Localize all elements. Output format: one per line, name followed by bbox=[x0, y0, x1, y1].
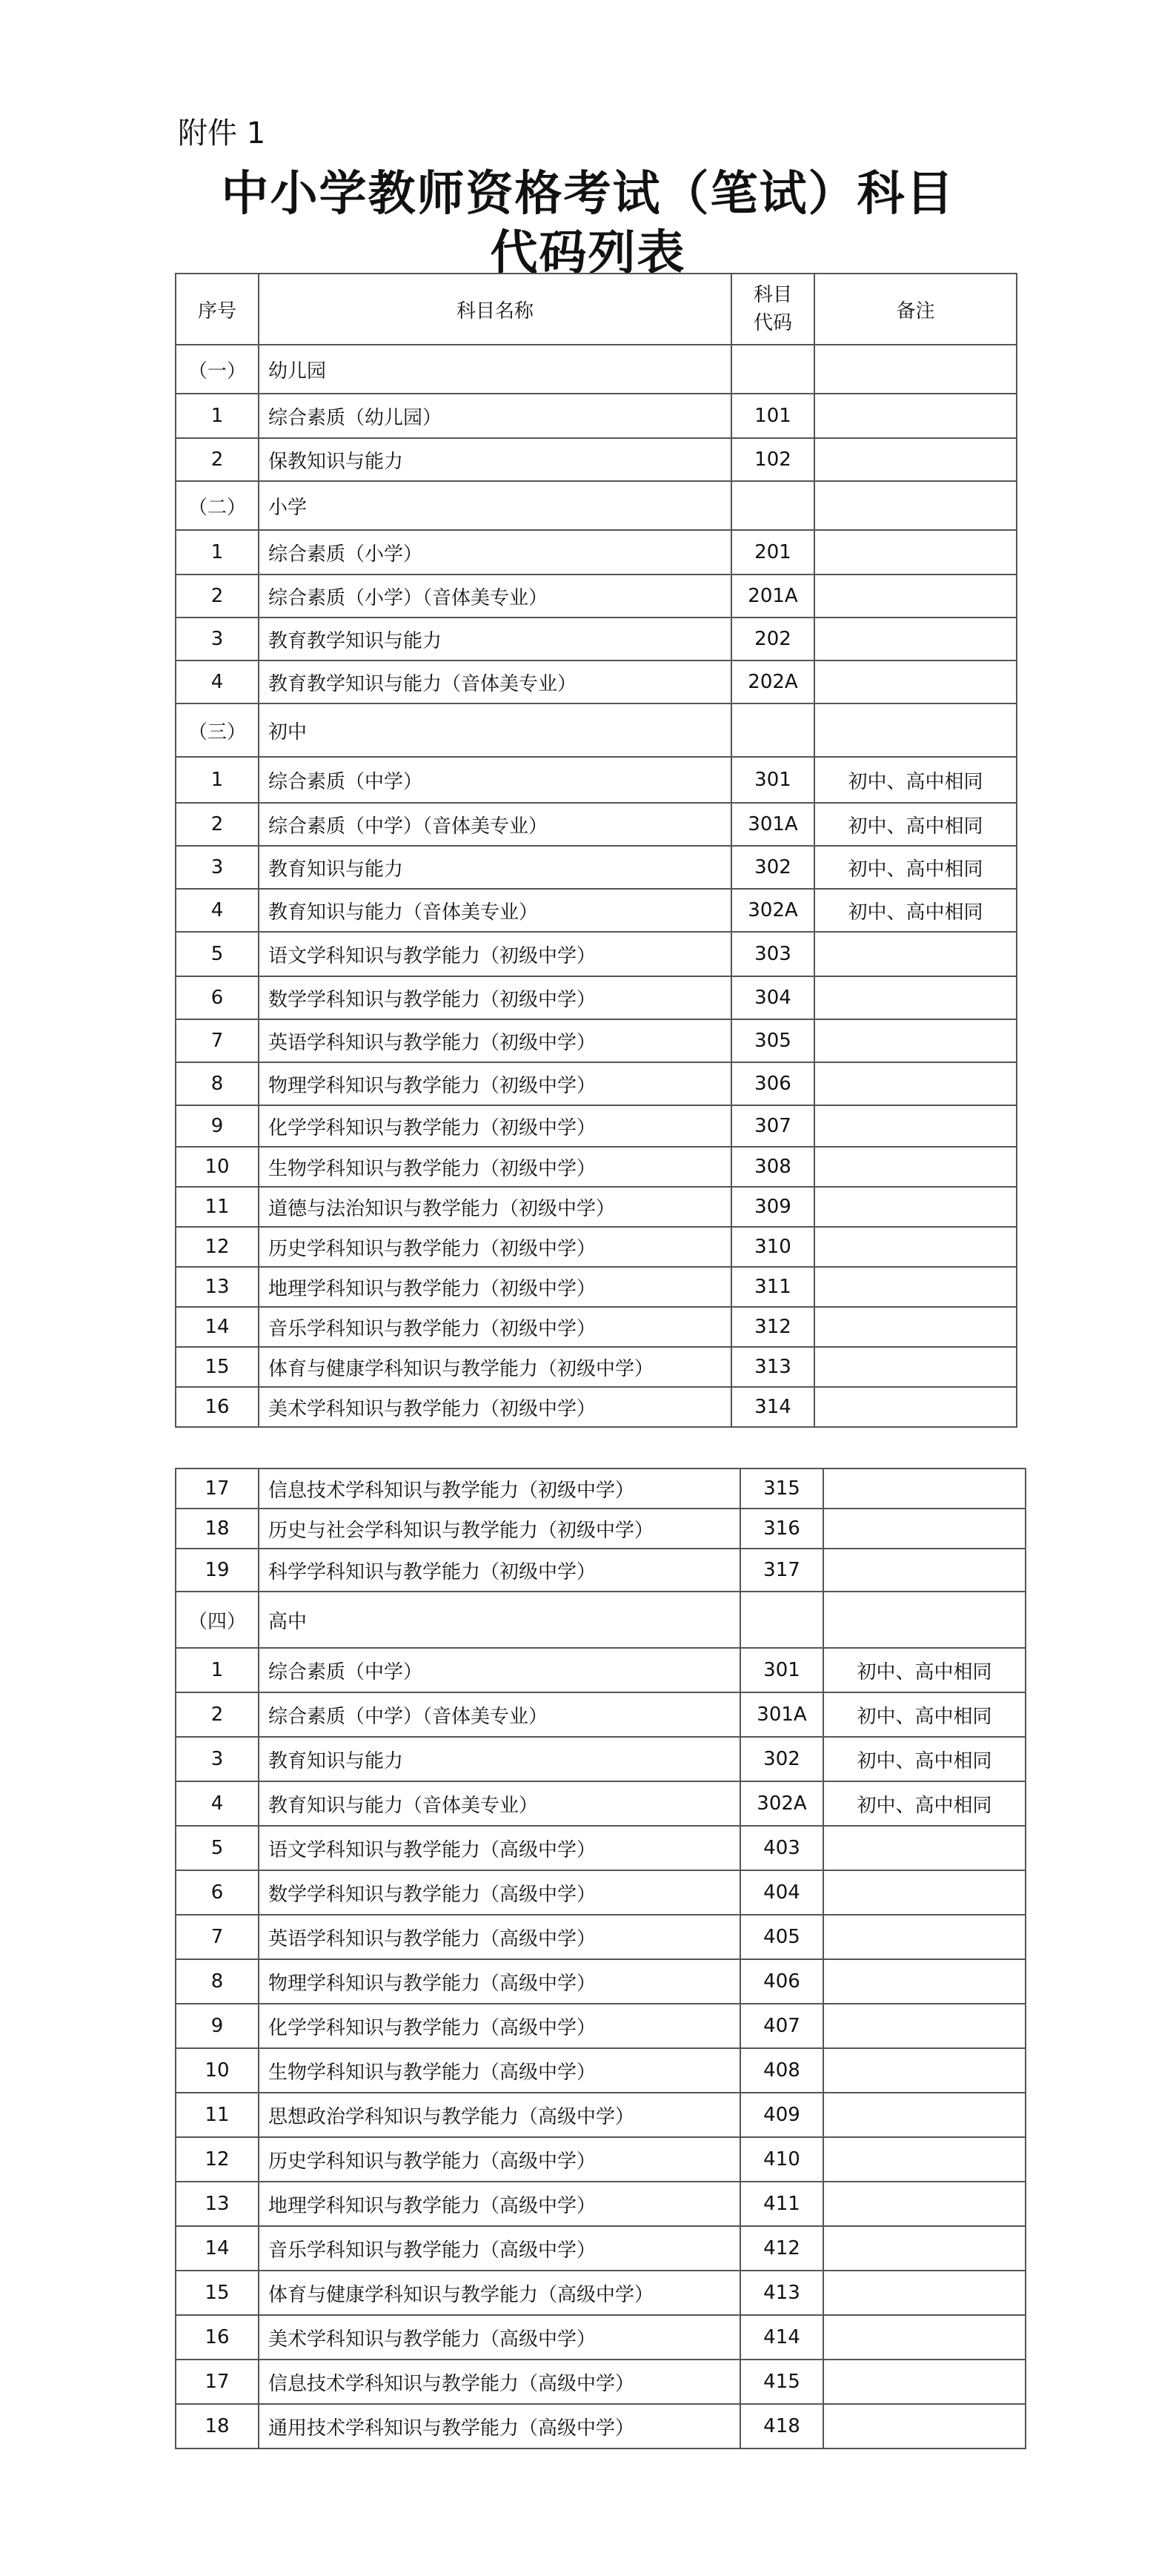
subject-name-cell: 语文学科知识与教学能力（初级中学） bbox=[259, 932, 731, 976]
subject-name-cell: 初中 bbox=[259, 703, 731, 757]
seq-cell: 15 bbox=[176, 1347, 259, 1387]
seq-cell: 18 bbox=[176, 1509, 259, 1549]
seq-cell: 2 bbox=[176, 1692, 259, 1737]
note-cell bbox=[814, 394, 1017, 438]
note-cell bbox=[814, 1062, 1017, 1105]
seq-cell: 13 bbox=[176, 1267, 259, 1307]
table-row bbox=[176, 2182, 1026, 2226]
seq-cell: 6 bbox=[176, 1870, 259, 1915]
note-cell bbox=[823, 1870, 1026, 1915]
table-row bbox=[176, 1147, 1017, 1187]
subject-code-cell bbox=[731, 481, 814, 530]
table-row bbox=[176, 1267, 1017, 1307]
seq-cell: 14 bbox=[176, 1307, 259, 1347]
seq-cell: 2 bbox=[176, 803, 259, 846]
header-seq: 序号 bbox=[176, 274, 259, 345]
seq-cell: 10 bbox=[176, 2048, 259, 2093]
table-row bbox=[176, 846, 1017, 889]
table-row bbox=[176, 2315, 1026, 2360]
subject-name-cell: 生物学科知识与教学能力（高级中学） bbox=[259, 2048, 740, 2093]
note-cell bbox=[823, 2404, 1026, 2448]
section-heading-row bbox=[176, 481, 1017, 530]
subject-code-cell: 201 bbox=[731, 530, 814, 575]
table-row bbox=[176, 617, 1017, 660]
note-cell bbox=[823, 1826, 1026, 1870]
subject-code-cell: 101 bbox=[731, 394, 814, 438]
note-cell: 初中、高中相同 bbox=[814, 846, 1017, 889]
subject-name-cell: 历史学科知识与教学能力（初级中学） bbox=[259, 1227, 731, 1267]
note-cell bbox=[814, 1387, 1017, 1427]
note-cell bbox=[823, 1509, 1026, 1549]
subject-name-cell: 幼儿园 bbox=[259, 345, 731, 394]
note-cell bbox=[814, 438, 1017, 481]
seq-cell: 9 bbox=[176, 1105, 259, 1147]
subject-name-cell: 综合素质（幼儿园） bbox=[259, 394, 731, 438]
seq-cell: 12 bbox=[176, 2137, 259, 2182]
seq-cell: 4 bbox=[176, 660, 259, 703]
table-body-part1 bbox=[176, 345, 1017, 1427]
table-row bbox=[176, 1105, 1017, 1147]
table-row bbox=[176, 803, 1017, 846]
subject-code-table-part2 bbox=[175, 1468, 1026, 2449]
table-row bbox=[176, 2048, 1026, 2093]
subject-name-cell: 英语学科知识与教学能力（高级中学） bbox=[259, 1915, 740, 1959]
subject-code-cell bbox=[731, 703, 814, 757]
subject-code-table-part1 bbox=[175, 273, 1017, 1428]
subject-name-cell: 教育知识与能力 bbox=[259, 1737, 740, 1781]
subject-name-cell: 数学学科知识与教学能力（高级中学） bbox=[259, 1870, 740, 1915]
note-cell: 初中、高中相同 bbox=[814, 803, 1017, 846]
subject-code-cell: 301A bbox=[740, 1692, 823, 1737]
seq-cell: 2 bbox=[176, 438, 259, 481]
seq-cell: 5 bbox=[176, 932, 259, 976]
subject-name-cell: 语文学科知识与教学能力（高级中学） bbox=[259, 1826, 740, 1870]
subject-code-cell: 202A bbox=[731, 660, 814, 703]
seq-cell: 3 bbox=[176, 1737, 259, 1781]
subject-name-cell: 教育知识与能力（音体美专业） bbox=[259, 889, 731, 932]
subject-code-cell: 410 bbox=[740, 2137, 823, 2182]
subject-code-cell: 201A bbox=[731, 575, 814, 617]
seq-cell: 16 bbox=[176, 2315, 259, 2360]
subject-code-cell: 407 bbox=[740, 2004, 823, 2048]
subject-name-cell: 综合素质（中学）（音体美专业） bbox=[259, 803, 731, 846]
table-row bbox=[176, 1387, 1017, 1427]
subject-code-cell: 411 bbox=[740, 2182, 823, 2226]
subject-code-cell: 317 bbox=[740, 1549, 823, 1592]
subject-code-cell: 315 bbox=[740, 1469, 823, 1509]
subject-code-cell: 404 bbox=[740, 1870, 823, 1915]
seq-cell: 6 bbox=[176, 976, 259, 1019]
note-cell bbox=[814, 481, 1017, 530]
subject-name-cell: 综合素质（中学） bbox=[259, 1648, 740, 1692]
header-note: 备注 bbox=[814, 274, 1017, 345]
table-row bbox=[176, 1509, 1026, 1549]
subject-name-cell: 综合素质（中学）（音体美专业） bbox=[259, 1692, 740, 1737]
subject-name-cell: 美术学科知识与教学能力（高级中学） bbox=[259, 2315, 740, 2360]
subject-code-cell: 310 bbox=[731, 1227, 814, 1267]
subject-code-cell: 312 bbox=[731, 1307, 814, 1347]
seq-cell: 15 bbox=[176, 2271, 259, 2315]
table-row bbox=[176, 2093, 1026, 2137]
table-row bbox=[176, 932, 1017, 976]
seq-cell: 2 bbox=[176, 575, 259, 617]
table-row bbox=[176, 1692, 1026, 1737]
subject-code-cell: 306 bbox=[731, 1062, 814, 1105]
table-row bbox=[176, 2004, 1026, 2048]
subject-name-cell: 信息技术学科知识与教学能力（高级中学） bbox=[259, 2360, 740, 2404]
subject-code-cell: 308 bbox=[731, 1147, 814, 1187]
table-row bbox=[176, 2137, 1026, 2182]
table-row bbox=[176, 1959, 1026, 2004]
note-cell bbox=[823, 2137, 1026, 2182]
note-cell bbox=[823, 2182, 1026, 2226]
subject-code-cell: 302A bbox=[740, 1781, 823, 1826]
subject-code-cell: 202 bbox=[731, 617, 814, 660]
subject-code-cell: 414 bbox=[740, 2315, 823, 2360]
note-cell bbox=[814, 1105, 1017, 1147]
table-row bbox=[176, 1062, 1017, 1105]
table-row bbox=[176, 1469, 1026, 1509]
subject-name-cell: 历史学科知识与教学能力（高级中学） bbox=[259, 2137, 740, 2182]
note-cell bbox=[823, 1549, 1026, 1592]
subject-name-cell: 体育与健康学科知识与教学能力（高级中学） bbox=[259, 2271, 740, 2315]
note-cell bbox=[814, 1307, 1017, 1347]
note-cell bbox=[823, 2315, 1026, 2360]
table-row bbox=[176, 1347, 1017, 1387]
subject-code-cell: 102 bbox=[731, 438, 814, 481]
subject-code-cell: 302 bbox=[731, 846, 814, 889]
seq-cell: 17 bbox=[176, 1469, 259, 1509]
document-title-line1: 中小学教师资格考试（笔试）科目 bbox=[221, 166, 955, 222]
subject-name-cell: 教育教学知识与能力（音体美专业） bbox=[259, 660, 731, 703]
seq-cell: （四） bbox=[176, 1592, 259, 1648]
note-cell bbox=[814, 617, 1017, 660]
note-cell bbox=[823, 1592, 1026, 1648]
subject-name-cell: 生物学科知识与教学能力（初级中学） bbox=[259, 1147, 731, 1187]
seq-cell: 3 bbox=[176, 846, 259, 889]
note-cell bbox=[814, 1147, 1017, 1187]
section-heading-row bbox=[176, 345, 1017, 394]
seq-cell: 3 bbox=[176, 617, 259, 660]
table-body-part2 bbox=[176, 1469, 1026, 2448]
subject-name-cell: 体育与健康学科知识与教学能力（初级中学） bbox=[259, 1347, 731, 1387]
section-heading-row bbox=[176, 703, 1017, 757]
subject-name-cell: 数学学科知识与教学能力（初级中学） bbox=[259, 976, 731, 1019]
subject-code-cell: 314 bbox=[731, 1387, 814, 1427]
table-header-row bbox=[176, 274, 1017, 345]
seq-cell: 14 bbox=[176, 2226, 259, 2271]
subject-name-cell: 物理学科知识与教学能力（高级中学） bbox=[259, 1959, 740, 2004]
note-cell bbox=[814, 345, 1017, 394]
subject-name-cell: 化学学科知识与教学能力（初级中学） bbox=[259, 1105, 731, 1147]
note-cell: 初中、高中相同 bbox=[814, 889, 1017, 932]
seq-cell: （二） bbox=[176, 481, 259, 530]
subject-name-cell: 小学 bbox=[259, 481, 731, 530]
subject-code-cell: 316 bbox=[740, 1509, 823, 1549]
header-code-line1: 科目 bbox=[753, 284, 792, 306]
note-cell bbox=[823, 1469, 1026, 1509]
seq-cell: 4 bbox=[176, 889, 259, 932]
subject-code-cell: 302 bbox=[740, 1737, 823, 1781]
seq-cell: 1 bbox=[176, 757, 259, 803]
note-cell: 初中、高中相同 bbox=[823, 1737, 1026, 1781]
note-cell bbox=[814, 575, 1017, 617]
header-code-line2: 代码 bbox=[753, 312, 792, 334]
table-row bbox=[176, 1781, 1026, 1826]
header-subject-name: 科目名称 bbox=[259, 274, 731, 345]
subject-code-cell: 307 bbox=[731, 1105, 814, 1147]
seq-cell: 18 bbox=[176, 2404, 259, 2448]
note-cell: 初中、高中相同 bbox=[823, 1692, 1026, 1737]
seq-cell: 17 bbox=[176, 2360, 259, 2404]
subject-code-cell: 301 bbox=[731, 757, 814, 803]
note-cell: 初中、高中相同 bbox=[823, 1781, 1026, 1826]
note-cell: 初中、高中相同 bbox=[814, 757, 1017, 803]
subject-code-cell: 301 bbox=[740, 1648, 823, 1692]
subject-name-cell: 音乐学科知识与教学能力（初级中学） bbox=[259, 1307, 731, 1347]
seq-cell: 11 bbox=[176, 1187, 259, 1227]
seq-cell: 19 bbox=[176, 1549, 259, 1592]
subject-code-cell: 311 bbox=[731, 1267, 814, 1307]
table-row bbox=[176, 2404, 1026, 2448]
table-row bbox=[176, 889, 1017, 932]
subject-name-cell: 历史与社会学科知识与教学能力（初级中学） bbox=[259, 1509, 740, 1549]
note-cell bbox=[814, 1019, 1017, 1062]
subject-name-cell: 科学学科知识与教学能力（初级中学） bbox=[259, 1549, 740, 1592]
subject-name-cell: 道德与法治知识与教学能力（初级中学） bbox=[259, 1187, 731, 1227]
seq-cell: （三） bbox=[176, 703, 259, 757]
seq-cell: 8 bbox=[176, 1062, 259, 1105]
subject-code-cell: 406 bbox=[740, 1959, 823, 2004]
subject-name-cell: 地理学科知识与教学能力（高级中学） bbox=[259, 2182, 740, 2226]
header-subject-code bbox=[731, 274, 814, 345]
table-row bbox=[176, 1227, 1017, 1267]
table-row bbox=[176, 660, 1017, 703]
subject-code-cell: 405 bbox=[740, 1915, 823, 1959]
seq-cell: 11 bbox=[176, 2093, 259, 2137]
subject-code-cell bbox=[740, 1592, 823, 1648]
table-row bbox=[176, 1737, 1026, 1781]
seq-cell: 1 bbox=[176, 394, 259, 438]
seq-cell: 12 bbox=[176, 1227, 259, 1267]
subject-name-cell: 保教知识与能力 bbox=[259, 438, 731, 481]
note-cell bbox=[814, 1347, 1017, 1387]
subject-name-cell: 化学学科知识与教学能力（高级中学） bbox=[259, 2004, 740, 2048]
subject-name-cell: 信息技术学科知识与教学能力（初级中学） bbox=[259, 1469, 740, 1509]
table-row bbox=[176, 530, 1017, 575]
note-cell bbox=[823, 1959, 1026, 2004]
table-row bbox=[176, 2226, 1026, 2271]
table-row bbox=[176, 1648, 1026, 1692]
subject-code-cell: 304 bbox=[731, 976, 814, 1019]
subject-code-cell: 412 bbox=[740, 2226, 823, 2271]
note-cell bbox=[823, 2004, 1026, 2048]
table-row bbox=[176, 1307, 1017, 1347]
note-cell bbox=[823, 1915, 1026, 1959]
subject-name-cell: 综合素质（小学）（音体美专业） bbox=[259, 575, 731, 617]
subject-code-cell: 418 bbox=[740, 2404, 823, 2448]
subject-name-cell: 教育教学知识与能力 bbox=[259, 617, 731, 660]
note-cell bbox=[823, 2271, 1026, 2315]
subject-name-cell: 地理学科知识与教学能力（初级中学） bbox=[259, 1267, 731, 1307]
subject-code-cell: 305 bbox=[731, 1019, 814, 1062]
note-cell bbox=[814, 976, 1017, 1019]
note-cell bbox=[814, 703, 1017, 757]
seq-cell: 4 bbox=[176, 1781, 259, 1826]
subject-name-cell: 美术学科知识与教学能力（初级中学） bbox=[259, 1387, 731, 1427]
subject-name-cell: 英语学科知识与教学能力（初级中学） bbox=[259, 1019, 731, 1062]
table-row bbox=[176, 2360, 1026, 2404]
subject-code-cell: 415 bbox=[740, 2360, 823, 2404]
subject-name-cell: 物理学科知识与教学能力（初级中学） bbox=[259, 1062, 731, 1105]
table-row bbox=[176, 1915, 1026, 1959]
table-row bbox=[176, 757, 1017, 803]
note-cell bbox=[823, 2093, 1026, 2137]
seq-cell: 13 bbox=[176, 2182, 259, 2226]
seq-cell: 7 bbox=[176, 1915, 259, 1959]
note-cell bbox=[814, 660, 1017, 703]
note-cell bbox=[814, 1227, 1017, 1267]
seq-cell: 9 bbox=[176, 2004, 259, 2048]
subject-code-cell: 313 bbox=[731, 1347, 814, 1387]
subject-name-cell: 通用技术学科知识与教学能力（高级中学） bbox=[259, 2404, 740, 2448]
table-row bbox=[176, 394, 1017, 438]
subject-name-cell: 综合素质（中学） bbox=[259, 757, 731, 803]
note-cell bbox=[823, 2226, 1026, 2271]
table-row bbox=[176, 1870, 1026, 1915]
note-cell bbox=[814, 1267, 1017, 1307]
note-cell bbox=[814, 932, 1017, 976]
table-row bbox=[176, 976, 1017, 1019]
subject-code-cell: 309 bbox=[731, 1187, 814, 1227]
note-cell bbox=[823, 2048, 1026, 2093]
section-heading-row bbox=[176, 1592, 1026, 1648]
subject-name-cell: 音乐学科知识与教学能力（高级中学） bbox=[259, 2226, 740, 2271]
note-cell bbox=[814, 530, 1017, 575]
note-cell: 初中、高中相同 bbox=[823, 1648, 1026, 1692]
table-row bbox=[176, 1187, 1017, 1227]
seq-cell: 16 bbox=[176, 1387, 259, 1427]
seq-cell: 10 bbox=[176, 1147, 259, 1187]
seq-cell: 7 bbox=[176, 1019, 259, 1062]
note-cell bbox=[823, 2360, 1026, 2404]
subject-code-cell: 303 bbox=[731, 932, 814, 976]
seq-cell: 1 bbox=[176, 530, 259, 575]
subject-code-cell: 302A bbox=[731, 889, 814, 932]
table-row bbox=[176, 1549, 1026, 1592]
table-row bbox=[176, 1019, 1017, 1062]
document-title-line2: 代码列表 bbox=[490, 225, 686, 281]
note-cell bbox=[814, 1187, 1017, 1227]
seq-cell: 1 bbox=[176, 1648, 259, 1692]
table-row bbox=[176, 2271, 1026, 2315]
table-row bbox=[176, 575, 1017, 617]
subject-name-cell: 教育知识与能力（音体美专业） bbox=[259, 1781, 740, 1826]
subject-name-cell: 综合素质（小学） bbox=[259, 530, 731, 575]
table-row bbox=[176, 1826, 1026, 1870]
table-row bbox=[176, 438, 1017, 481]
subject-name-cell: 高中 bbox=[259, 1592, 740, 1648]
subject-code-cell bbox=[731, 345, 814, 394]
subject-name-cell: 教育知识与能力 bbox=[259, 846, 731, 889]
attachment-label: 附件 1 bbox=[178, 116, 266, 150]
subject-code-cell: 409 bbox=[740, 2093, 823, 2137]
subject-code-cell: 301A bbox=[731, 803, 814, 846]
subject-code-cell: 408 bbox=[740, 2048, 823, 2093]
seq-cell: （一） bbox=[176, 345, 259, 394]
seq-cell: 5 bbox=[176, 1826, 259, 1870]
subject-code-cell: 413 bbox=[740, 2271, 823, 2315]
subject-code-cell: 403 bbox=[740, 1826, 823, 1870]
seq-cell: 8 bbox=[176, 1959, 259, 2004]
subject-name-cell: 思想政治学科知识与教学能力（高级中学） bbox=[259, 2093, 740, 2137]
